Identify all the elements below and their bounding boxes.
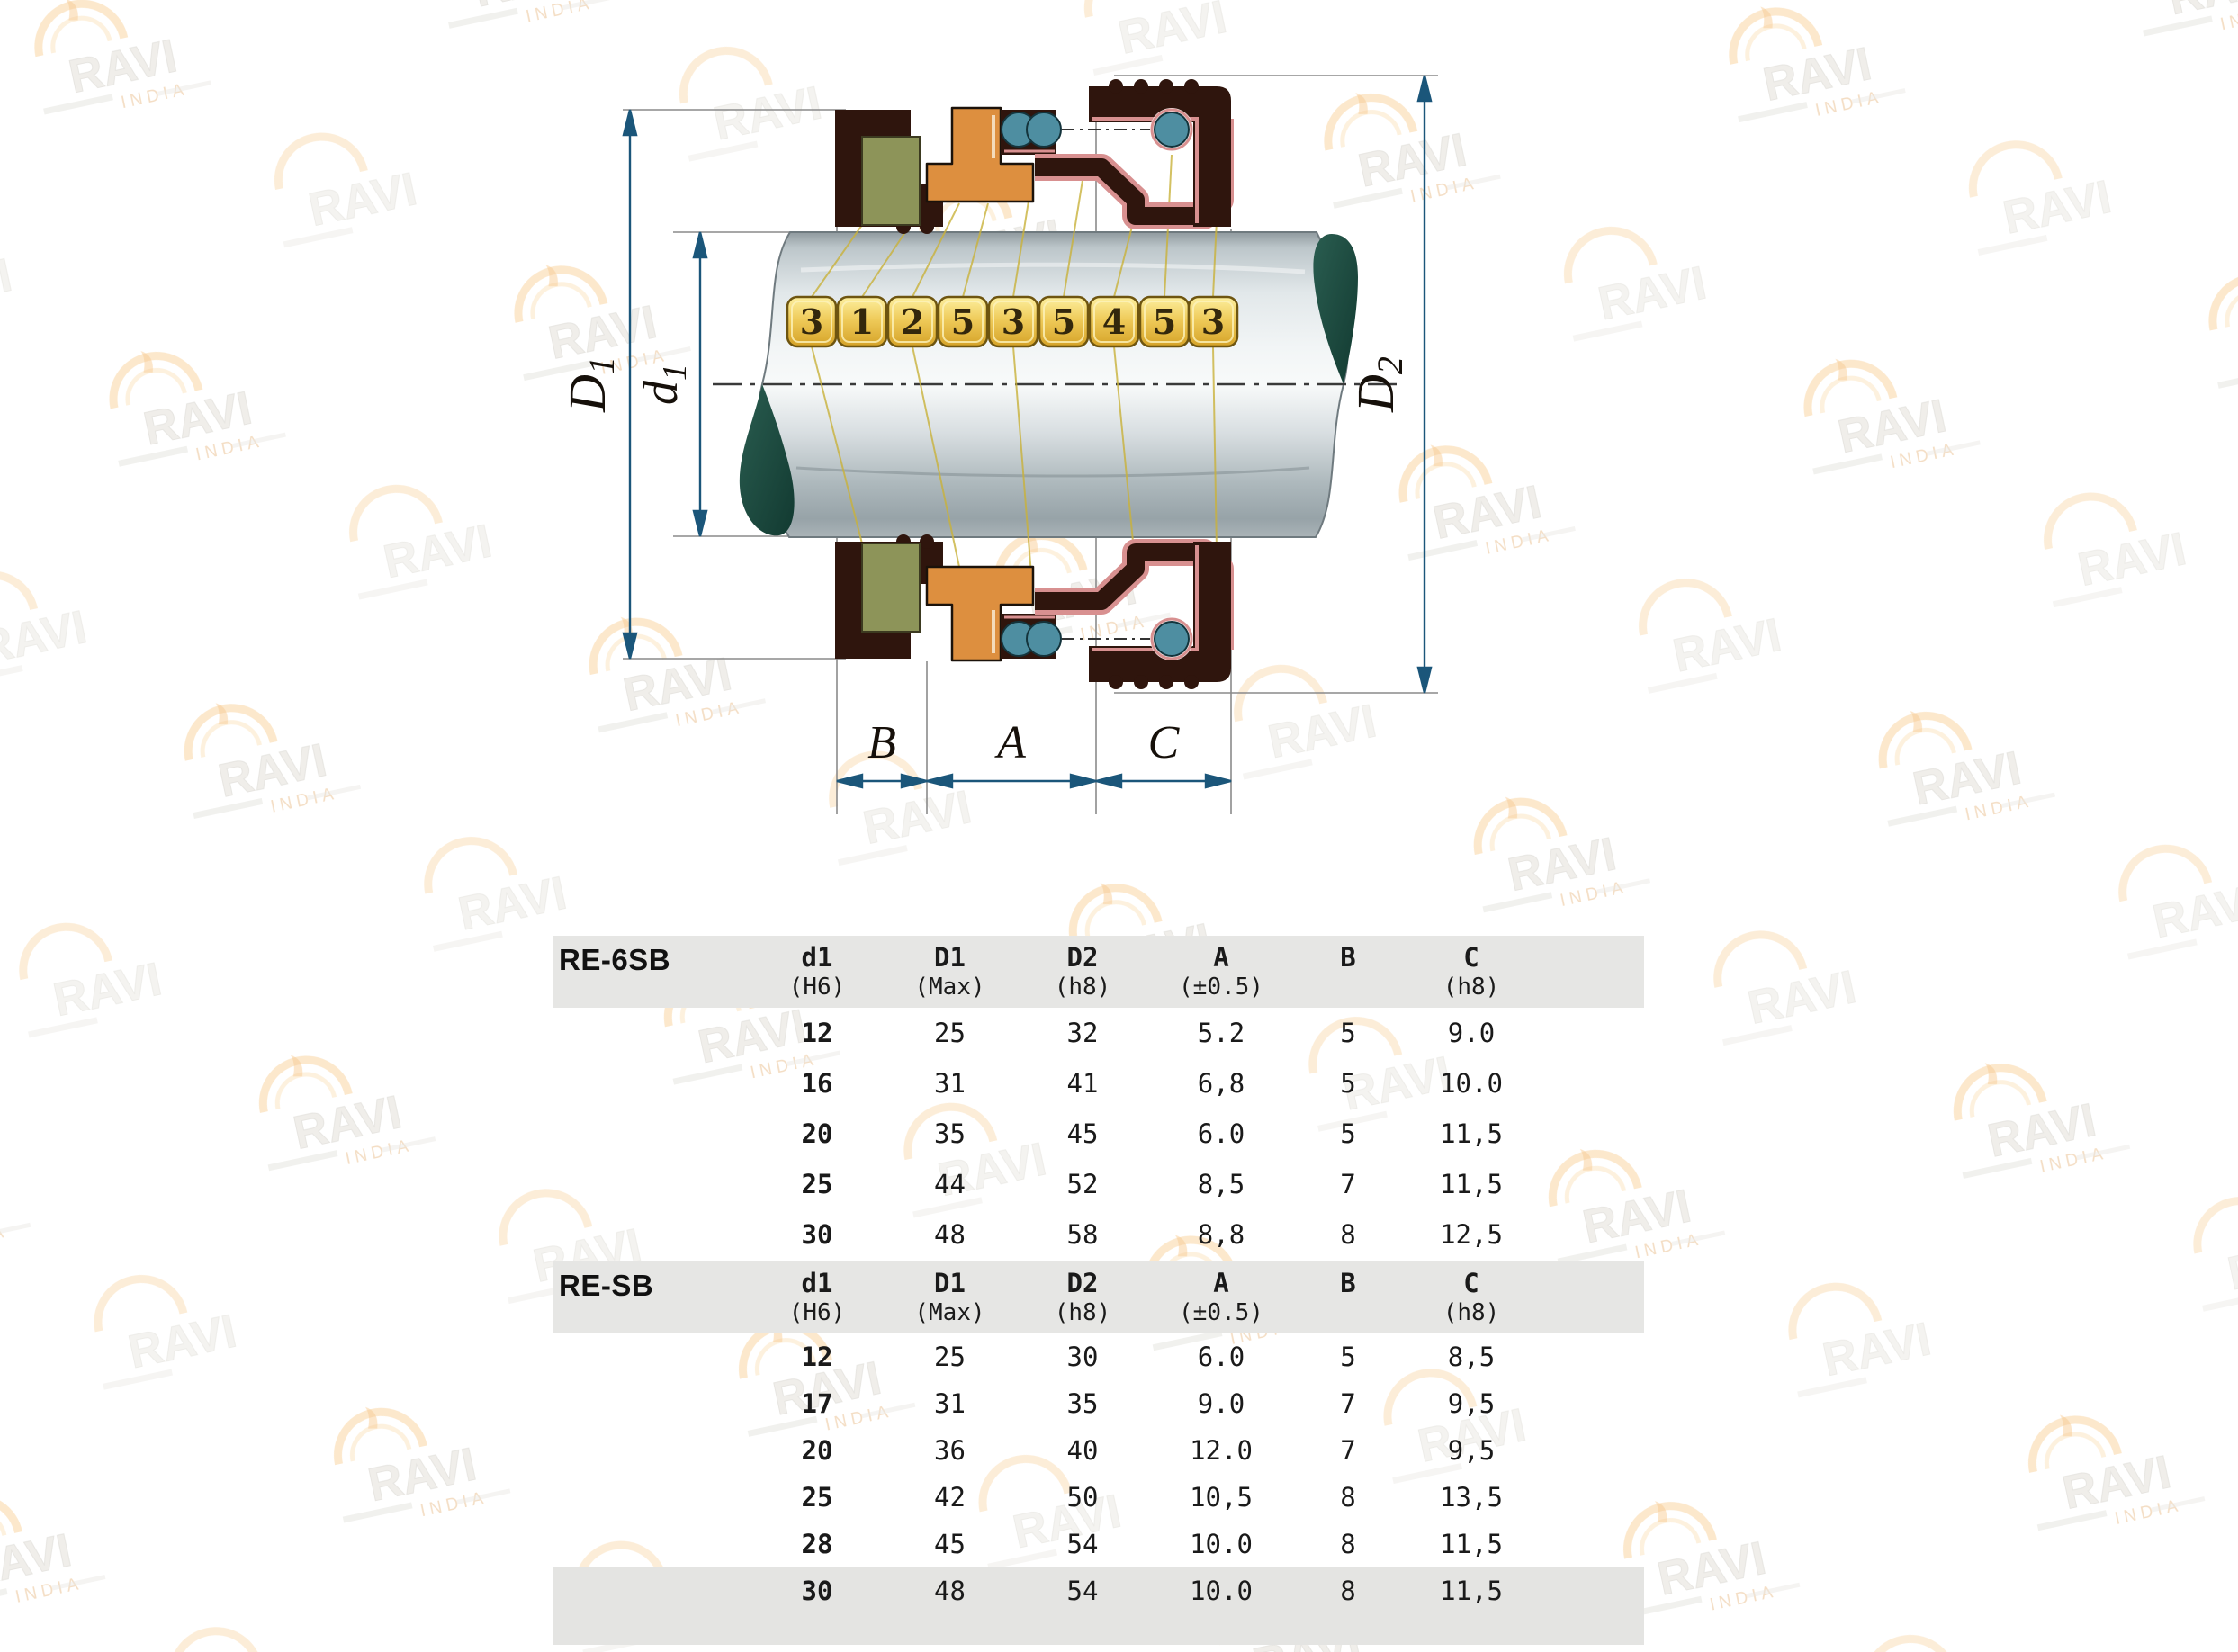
table-cell: 9.0 bbox=[1197, 1388, 1245, 1419]
table-cell: 28 bbox=[801, 1529, 833, 1559]
table-model-title: RE-SB bbox=[559, 1269, 654, 1302]
callout-box bbox=[1140, 297, 1189, 346]
table-cell: 58 bbox=[1066, 1219, 1099, 1250]
table-cell: 5 bbox=[1340, 1018, 1356, 1048]
column-header bbox=[1015, 1269, 1150, 1327]
column-subtitle: (H6) bbox=[788, 1299, 846, 1327]
table-cell: 50 bbox=[1066, 1482, 1099, 1513]
table-cell: 6,8 bbox=[1197, 1068, 1245, 1099]
callout-box bbox=[1039, 297, 1088, 346]
callout-box bbox=[989, 297, 1038, 346]
table-cell: 5 bbox=[1340, 1068, 1356, 1099]
column-header bbox=[750, 943, 885, 1001]
table-cell: 30 bbox=[1066, 1342, 1099, 1372]
column-name: C bbox=[1463, 942, 1479, 973]
table-cell: 10.0 bbox=[1190, 1576, 1253, 1606]
table-cell: 52 bbox=[1066, 1169, 1099, 1199]
table-cell: 5 bbox=[1340, 1118, 1356, 1149]
table-cell: 11,5 bbox=[1440, 1576, 1503, 1606]
callout-box bbox=[888, 297, 937, 346]
column-subtitle: (Max) bbox=[914, 1299, 985, 1327]
column-name: d1 bbox=[801, 942, 833, 973]
table-cell: 35 bbox=[934, 1118, 966, 1149]
table-cell: 11,5 bbox=[1440, 1529, 1503, 1559]
table-cell: 8 bbox=[1340, 1219, 1356, 1250]
table-cell: 7 bbox=[1340, 1169, 1356, 1199]
column-subtitle: (Max) bbox=[914, 974, 985, 1001]
callout-box bbox=[1090, 297, 1138, 346]
callout-box bbox=[939, 297, 987, 346]
table-row bbox=[553, 1474, 1644, 1521]
table-cell: 6.0 bbox=[1197, 1118, 1245, 1149]
table-cell: 25 bbox=[801, 1482, 833, 1513]
table-cell: 36 bbox=[934, 1435, 966, 1466]
callout-number: 1 bbox=[849, 301, 875, 342]
column-subtitle: (h8) bbox=[1443, 1299, 1500, 1327]
column-name: D2 bbox=[1066, 1268, 1099, 1298]
table-cell: 9,5 bbox=[1447, 1435, 1496, 1466]
table-cell: 12 bbox=[801, 1342, 833, 1372]
dim-label-d1: d1 bbox=[634, 364, 694, 405]
table-cell: 8 bbox=[1340, 1529, 1356, 1559]
column-name: D2 bbox=[1066, 942, 1099, 973]
column-header bbox=[1015, 943, 1150, 1001]
table-cell: 32 bbox=[1066, 1018, 1099, 1048]
column-header bbox=[1150, 943, 1292, 1001]
column-subtitle: (h8) bbox=[1443, 974, 1500, 1001]
table-cell: 10,5 bbox=[1190, 1482, 1253, 1513]
column-header bbox=[1292, 1269, 1404, 1300]
callout-number: 4 bbox=[1101, 301, 1127, 342]
table-cell: 9,5 bbox=[1447, 1388, 1496, 1419]
table-cell: 31 bbox=[934, 1388, 966, 1419]
dim-label-B: B bbox=[867, 717, 896, 768]
column-subtitle: (H6) bbox=[788, 974, 846, 1001]
table-re-sb bbox=[553, 1261, 1644, 1645]
table-cell: 12.0 bbox=[1190, 1435, 1253, 1466]
table-cell: 8,5 bbox=[1447, 1342, 1496, 1372]
table-cell: 8,5 bbox=[1197, 1169, 1245, 1199]
column-header bbox=[750, 1269, 885, 1327]
table-cell: 30 bbox=[801, 1219, 833, 1250]
table-cell: 10.0 bbox=[1440, 1068, 1503, 1099]
table-cell: 31 bbox=[934, 1068, 966, 1099]
table-cell: 11,5 bbox=[1440, 1169, 1503, 1199]
table-row bbox=[553, 1159, 1644, 1209]
table-row bbox=[553, 1058, 1644, 1109]
table-cell: 41 bbox=[1066, 1068, 1099, 1099]
callout-number: 3 bbox=[1001, 301, 1026, 342]
column-name: C bbox=[1463, 1268, 1479, 1298]
table-cell: 5.2 bbox=[1197, 1018, 1245, 1048]
column-header bbox=[1404, 1269, 1539, 1327]
seat-olive bbox=[862, 137, 920, 225]
table-cell: 12 bbox=[801, 1018, 833, 1048]
column-subtitle: (h8) bbox=[1054, 1299, 1111, 1327]
table-cell: 8,8 bbox=[1197, 1219, 1245, 1250]
table-cell: 17 bbox=[801, 1388, 833, 1419]
table-header bbox=[553, 1261, 1644, 1333]
callout-boxes bbox=[787, 297, 1237, 346]
table-cell: 11,5 bbox=[1440, 1118, 1503, 1149]
table-cell: 13,5 bbox=[1440, 1482, 1503, 1513]
table-row bbox=[553, 1008, 1644, 1058]
column-name: D1 bbox=[934, 942, 966, 973]
table-cell: 20 bbox=[801, 1118, 833, 1149]
table-row bbox=[553, 1333, 1644, 1380]
table-row bbox=[553, 1427, 1644, 1474]
column-subtitle: (±0.5) bbox=[1179, 974, 1263, 1001]
table-cell: 7 bbox=[1340, 1435, 1356, 1466]
table-row bbox=[553, 1521, 1644, 1567]
table-cell: 54 bbox=[1066, 1529, 1099, 1559]
table-footer-strip bbox=[553, 1614, 1644, 1645]
column-name: A bbox=[1213, 1268, 1229, 1298]
table-row bbox=[553, 1567, 1644, 1614]
table-cell: 44 bbox=[934, 1169, 966, 1199]
spring-coil bbox=[1027, 112, 1061, 147]
dim-label-D1: D1 bbox=[558, 356, 622, 412]
table-cell: 9.0 bbox=[1447, 1018, 1496, 1048]
table-row bbox=[553, 1380, 1644, 1427]
column-header bbox=[1404, 943, 1539, 1001]
spring-coil bbox=[1155, 112, 1189, 147]
table-cell: 42 bbox=[934, 1482, 966, 1513]
column-subtitle: (±0.5) bbox=[1179, 1299, 1263, 1327]
column-name: A bbox=[1213, 942, 1229, 973]
table-cell: 8 bbox=[1340, 1482, 1356, 1513]
column-header bbox=[885, 943, 1015, 1001]
table-row bbox=[553, 1209, 1644, 1260]
callout-number: 5 bbox=[950, 301, 975, 342]
column-header bbox=[885, 1269, 1015, 1327]
dim-label-D2: D2 bbox=[1346, 356, 1410, 412]
column-subtitle: (h8) bbox=[1054, 974, 1111, 1001]
column-header bbox=[1150, 1269, 1292, 1327]
table-cell: 7 bbox=[1340, 1388, 1356, 1419]
table-cell: 45 bbox=[1066, 1118, 1099, 1149]
callout-box bbox=[838, 297, 886, 346]
dim-label-C: C bbox=[1147, 717, 1180, 768]
table-cell: 16 bbox=[801, 1068, 833, 1099]
callout-number: 5 bbox=[1051, 301, 1076, 342]
callout-number: 5 bbox=[1152, 301, 1177, 342]
table-header bbox=[553, 936, 1644, 1008]
table-cell: 6.0 bbox=[1197, 1342, 1245, 1372]
table-cell: 25 bbox=[934, 1342, 966, 1372]
callout-number: 3 bbox=[799, 301, 824, 342]
table-cell: 48 bbox=[934, 1219, 966, 1250]
callout-number: 2 bbox=[900, 301, 925, 342]
callout-number: 3 bbox=[1200, 301, 1226, 342]
table-row bbox=[553, 1109, 1644, 1159]
table-cell: 40 bbox=[1066, 1435, 1099, 1466]
dim-label-A: A bbox=[997, 717, 1026, 768]
table-cell: 10.0 bbox=[1190, 1529, 1253, 1559]
column-header bbox=[1292, 943, 1404, 974]
table-cell: 8 bbox=[1340, 1576, 1356, 1606]
table-cell: 25 bbox=[801, 1169, 833, 1199]
column-name: B bbox=[1340, 1268, 1356, 1298]
table-cell: 54 bbox=[1066, 1576, 1099, 1606]
table-cell: 45 bbox=[934, 1529, 966, 1559]
column-name: D1 bbox=[934, 1268, 966, 1298]
callout-box bbox=[787, 297, 836, 346]
table-cell: 48 bbox=[934, 1576, 966, 1606]
table-re-6sb bbox=[553, 936, 1644, 1260]
column-name: d1 bbox=[801, 1268, 833, 1298]
table-cell: 20 bbox=[801, 1435, 833, 1466]
column-name: B bbox=[1340, 942, 1356, 973]
table-cell: 25 bbox=[934, 1018, 966, 1048]
table-cell: 5 bbox=[1340, 1342, 1356, 1372]
table-cell: 35 bbox=[1066, 1388, 1099, 1419]
table-model-title: RE-6SB bbox=[559, 943, 671, 976]
table-cell: 12,5 bbox=[1440, 1219, 1503, 1250]
callout-box bbox=[1189, 297, 1237, 346]
table-cell: 30 bbox=[801, 1576, 833, 1606]
